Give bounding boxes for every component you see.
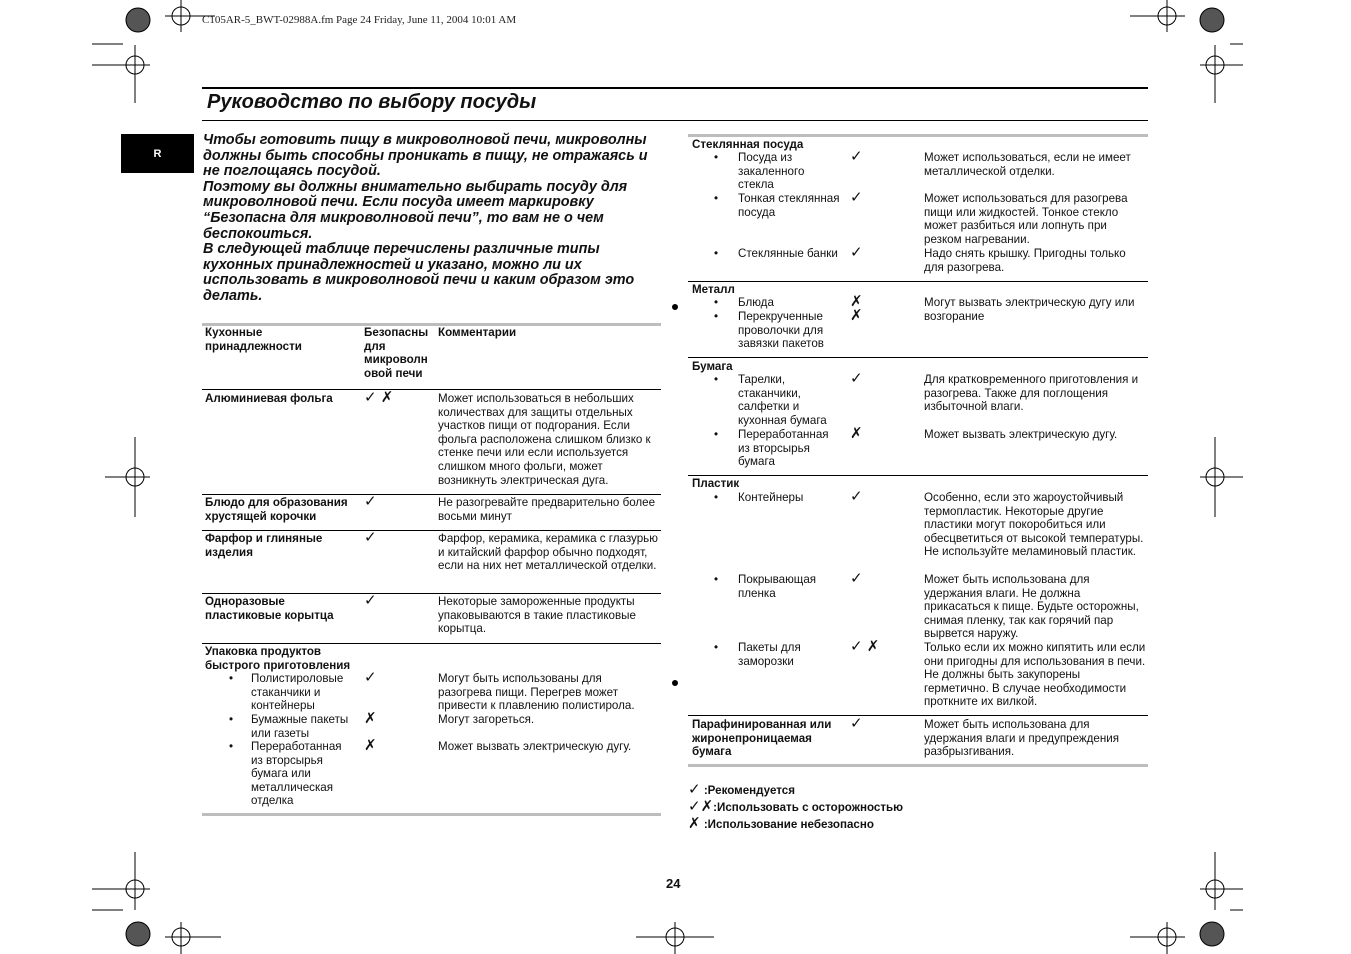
page-number: 24 <box>666 876 681 891</box>
bullet: • <box>714 373 719 386</box>
table-row-comment: Не разогревайте предварительно более восьми минут <box>438 496 656 523</box>
section-item-name: Тарелки, стаканчики, салфетки и кухонная бумага <box>738 373 827 427</box>
left-header-comments: Комментарии <box>438 326 517 339</box>
section-item-name: Стеклянные банки <box>738 247 838 260</box>
section-item-mark: ✗ <box>850 293 863 310</box>
bullet: • <box>229 713 234 726</box>
table-row-comment: Некоторые замороженные продукты упаковываются в такие пластиковые корытца. <box>438 595 636 636</box>
section-item-name: Посуда из закаленного стекла <box>738 151 805 192</box>
section-title-plastic: Пластик <box>692 477 740 490</box>
right-table-top-rule <box>688 134 1148 137</box>
bullet: • <box>229 672 234 685</box>
section-item-name: Покрывающая пленка <box>738 573 817 600</box>
section-item-name: Тонкая стеклянная посуда <box>738 192 840 219</box>
row-divider <box>202 530 661 531</box>
bullet: • <box>714 641 719 654</box>
section-item-comment: Надо снять крышку. Пригодны только для разогрева. <box>924 247 1126 274</box>
sub-item-mark: ✗ <box>364 710 377 727</box>
section-item-comment: Может использоваться, если не имеет металлической отделки. <box>924 151 1131 178</box>
cross-icon: ✗ <box>688 815 701 832</box>
row-divider <box>688 475 1148 476</box>
row-divider <box>688 715 1148 716</box>
row-divider <box>688 281 1148 282</box>
left-table-bottom-rule <box>202 813 661 816</box>
row-divider <box>202 494 661 495</box>
section-item-mark: ✓ <box>850 715 863 732</box>
sub-item-name: Бумажные пакеты или газеты <box>251 713 349 740</box>
section-item-mark: ✗ <box>850 425 863 442</box>
table-row-item: Фарфор и глиняные изделия <box>205 532 323 559</box>
section-item-mark: ✓ <box>850 370 863 387</box>
row-divider <box>202 643 661 644</box>
sub-item-mark: ✗ <box>364 737 377 754</box>
section-item-comment: Особенно, если это жароустойчивый термопластик. Некоторые другие пластики могут покоробиться или обесцветиться от высокой температуры. Не используйте меламиновый пластик. <box>924 491 1144 559</box>
legend-recommended <box>688 782 795 797</box>
table-row-item: Блюдо для образования хрустящей корочки <box>205 496 348 523</box>
legend-caution <box>688 799 903 814</box>
section-item-mark: ✓ <box>850 244 863 261</box>
intro-paragraph-3: В следующей таблице перечислены различные типы кухонных принадлежностей и указано, можно ли их использовать в микроволновой печи и каким образом это делать. <box>203 241 635 304</box>
bullet: • <box>714 573 719 586</box>
section-item-comment: Может вызвать электрическую дугу. <box>924 428 1118 441</box>
section-item-mark: ✓ <box>850 570 863 587</box>
table-row-mark: ✓ ✗ <box>364 389 394 406</box>
section-item-comment: Могут вызвать электрическую дугу или возгорание <box>924 296 1135 323</box>
bullet: • <box>714 247 719 260</box>
table-row-item: Одноразовые пластиковые корытца <box>205 595 334 622</box>
section-title-glass: Стеклянная посуда <box>692 138 804 151</box>
section-item-name: Пакеты для заморозки <box>738 641 801 668</box>
check-icon: ✓ <box>688 781 701 798</box>
check-cross-icon: ✓✗ <box>688 798 714 815</box>
section-item-mark: ✓ <box>850 488 863 505</box>
section-item-comment: Для кратковременного приготовления и разогрева. Также для поглощения избыточной влаги. <box>924 373 1139 414</box>
row-divider <box>202 389 661 390</box>
section-item-comment: Может использоваться для разогрева пищи или жидкостей. Тонкое стекло может разбиться или лопнуть при резком нагревании. <box>924 192 1128 246</box>
section-item-name: Блюда <box>738 296 774 309</box>
bullet: • <box>714 192 719 205</box>
column-dot <box>672 304 678 310</box>
table-row-comment: Может использоваться в небольших количествах для защиты отдельных участков пищи от подгорания. Если фольга расположена слишком близко к стенке печи или если используется слишком много фольги, может возникнуть электрическая дуга. <box>438 392 651 487</box>
table-row-item: Упаковка продуктов быстрого приготовления <box>205 645 351 672</box>
table-row-comment: Фарфор, керамика, керамика с глазурью и китайский фарфор обычно подходят, если на них нет металлической отделки. <box>438 532 658 573</box>
legend-text: :Использование небезопасно <box>703 818 874 831</box>
section-item-name: Контейнеры <box>738 491 804 504</box>
title-bottom-rule <box>202 120 1148 121</box>
intro-text <box>203 133 663 305</box>
right-table-bottom-rule <box>688 764 1148 767</box>
table-row-item: Алюминиевая фольга <box>205 392 333 405</box>
section-item-mark: ✗ <box>850 307 863 324</box>
language-tab: R <box>121 134 194 173</box>
section-item-comment: Может быть использована для удержания влаги и предупреждения разбрызгивания. <box>924 718 1120 759</box>
section-title-paper: Бумага <box>692 360 733 373</box>
column-dot <box>672 680 678 686</box>
intro-paragraph-1: Чтобы готовить пищу в микроволновой печи, микроволны должны быть способны проникать в пищу, не отражаясь и не поглощаясь посудой. <box>203 132 648 180</box>
section-item-mark: ✓ <box>850 148 863 165</box>
intro-paragraph-2: Поэтому вы должны внимательно выбирать посуду для микроволновой печи. Если посуда имеет маркировку “Безопасна для микроволновой печи”, то вам не о чем беспокоиться. <box>203 178 628 242</box>
table-row-mark: ✓ <box>364 493 377 510</box>
sub-item-comment: Могут загореться. <box>438 713 535 726</box>
legend-text: :Рекомендуется <box>703 784 795 797</box>
left-header-items: Кухонные принадлежности <box>205 326 302 353</box>
file-header-line: C105AR-5_BWT-02988A.fm Page 24 Friday, June 11, 2004 10:01 AM <box>202 14 517 26</box>
section-title-waxed-paper: Парафинированная или жиронепроницаемая бумага <box>692 718 832 759</box>
section-item-mark: ✓ <box>850 189 863 206</box>
section-item-comment: Только если их можно кипятить или если они пригодны для использования в печи. Не должны быть закупорены герметично. В случае необходимости проткните их вилкой. <box>924 641 1146 709</box>
legend-unsafe <box>688 816 874 831</box>
legend-text: :Использовать с осторожностью <box>713 801 904 814</box>
bullet: • <box>714 310 719 323</box>
section-item-mark: ✓ ✗ <box>850 638 880 655</box>
row-divider <box>202 593 661 594</box>
bullet: • <box>714 296 719 309</box>
sub-item-name: Переработанная из вторсырья бумага или металлическая отделка <box>251 740 342 808</box>
bullet: • <box>714 428 719 441</box>
section-title-metal: Металл <box>692 283 735 296</box>
section-item-name: Перекрученные проволочки для завязки пакетов <box>738 310 824 351</box>
sub-item-name: Полистироловые стаканчики и контейнеры <box>251 672 344 713</box>
bullet: • <box>714 151 719 164</box>
sub-item-comment: Могут быть использованы для разогрева пищи. Перегрев может привести к плавлению полистирола. <box>438 672 635 713</box>
section-item-comment: Может быть использована для удержания влаги. Не должна прикасаться к пище. Будьте осторожны, снимая пленку, так как горячий пар вырвется наружу. <box>924 573 1139 641</box>
sub-item-comment: Может вызвать электрическую дугу. <box>438 740 632 753</box>
sub-item-mark: ✓ <box>364 669 377 686</box>
table-row-mark: ✓ <box>364 592 377 609</box>
title-top-rule <box>202 87 1148 89</box>
table-row-mark: ✓ <box>364 529 377 546</box>
bullet: • <box>714 491 719 504</box>
row-divider <box>688 357 1148 358</box>
left-header-safe: Безопасны для микроволн овой печи <box>364 326 429 380</box>
section-item-name: Переработанная из вторсырья бумага <box>738 428 829 469</box>
page-title: Руководство по выбору посуды <box>207 91 537 113</box>
bullet: • <box>229 740 234 753</box>
